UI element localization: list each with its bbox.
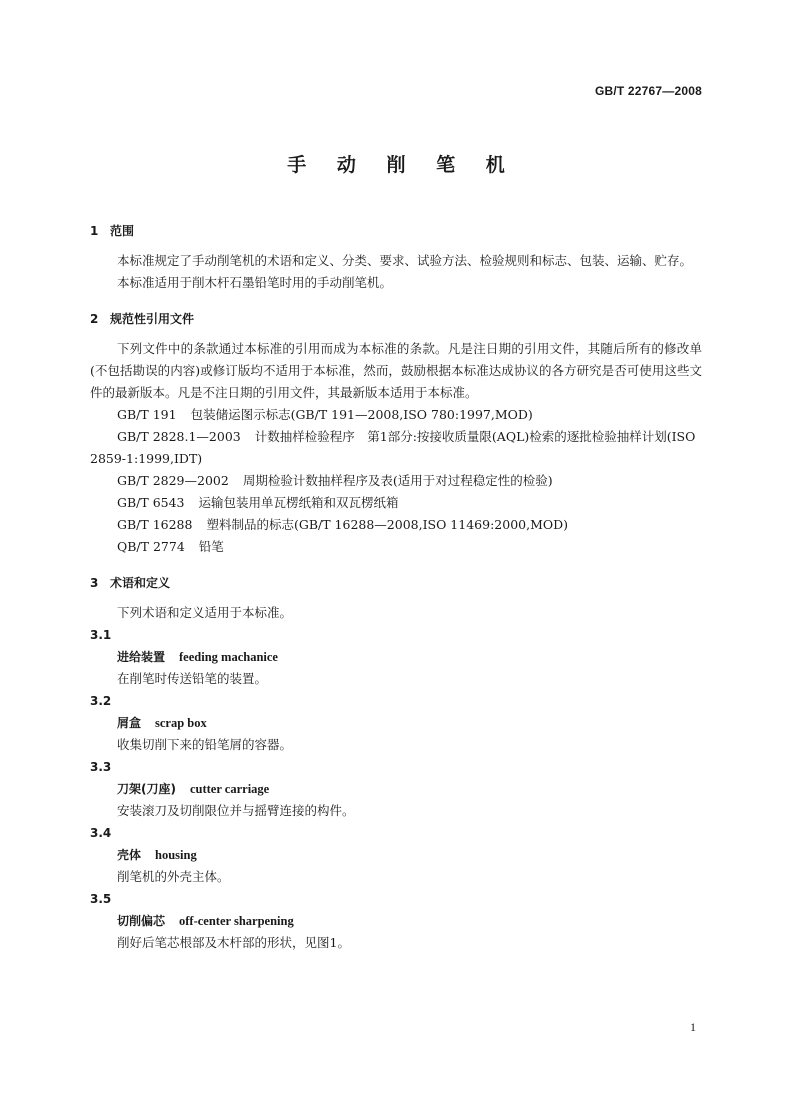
term-definition: 在削笔时传送铅笔的装置。 [117, 671, 268, 686]
paragraph: 本标准规定了手动削笔机的术语和定义、分类、要求、试验方法、检验规则和标志、包装、运输、贮存。 [117, 253, 693, 268]
term-definition: 收集切削下来的铅笔屑的容器。 [117, 737, 293, 752]
document-title: 手 动 削 笔 机 [287, 154, 517, 176]
term-definition: 削笔机的外壳主体。 [117, 869, 230, 884]
section-heading-terms: 3 术语和定义 [90, 576, 171, 590]
document-body [90, 214, 702, 954]
term-number: 3.4 [90, 826, 112, 840]
standard-code: GB/T 22767—2008 [594, 84, 702, 98]
reference-item: GB/T 6543 运输包装用单瓦楞纸箱和双瓦楞纸箱 [117, 495, 399, 510]
section-heading-normative-references: 2 规范性引用文件 [90, 312, 195, 326]
section-heading-scope: 1 范围 [90, 224, 135, 238]
reference-item: QB/T 2774 铅笔 [117, 539, 224, 554]
term-name: 刀架(刀座) cutter carriage [117, 782, 270, 796]
term-name: 屑盒 scrap box [117, 716, 207, 730]
term-name: 壳体 housing [117, 848, 197, 862]
reference-item: GB/T 2828.1—2003 计数抽样检验程序 第1部分:按接收质量限(AQL)检索的逐批检验抽样计划(ISO 2859-1:1999,IDT) [90, 429, 696, 466]
term-name: 进给装置 feeding machanice [117, 650, 278, 664]
term-number: 3.2 [90, 694, 112, 708]
term-definition: 安装滚刀及切削限位并与摇臂连接的构件。 [117, 803, 355, 818]
term-number: 3.1 [90, 628, 112, 642]
term-definition: 削好后笔芯根部及木杆部的形状，见图1。 [117, 935, 350, 950]
reference-item: GB/T 2829—2002 周期检验计数抽样程序及表(适用于对过程稳定性的检验) [117, 473, 553, 488]
page-number: 1 [690, 1020, 696, 1034]
term-name: 切削偏芯 off-center sharpening [117, 914, 294, 928]
paragraph: 下列术语和定义适用于本标准。 [117, 605, 293, 620]
reference-item: GB/T 16288 塑料制品的标志(GB/T 16288—2008,ISO 11469:2000,MOD) [117, 517, 569, 532]
paragraph: 下列文件中的条款通过本标准的引用而成为本标准的条款。凡是注日期的引用文件，其随后所有的修改单(不包括勘误的内容)或修订版均不适用于本标准，然而，鼓励根据本标准达成协议的各方研究是否可使用这些文件的最新版本。凡是不注日期的引用文件，其最新版本适用于本标准。 [90, 341, 702, 400]
term-number: 3.5 [90, 892, 112, 906]
term-number: 3.3 [90, 760, 112, 774]
paragraph: 本标准适用于削木杆石墨铅笔时用的手动削笔机。 [117, 275, 393, 290]
reference-item: GB/T 191 包装储运图示标志(GB/T 191—2008,ISO 780:1997,MOD) [117, 407, 533, 422]
